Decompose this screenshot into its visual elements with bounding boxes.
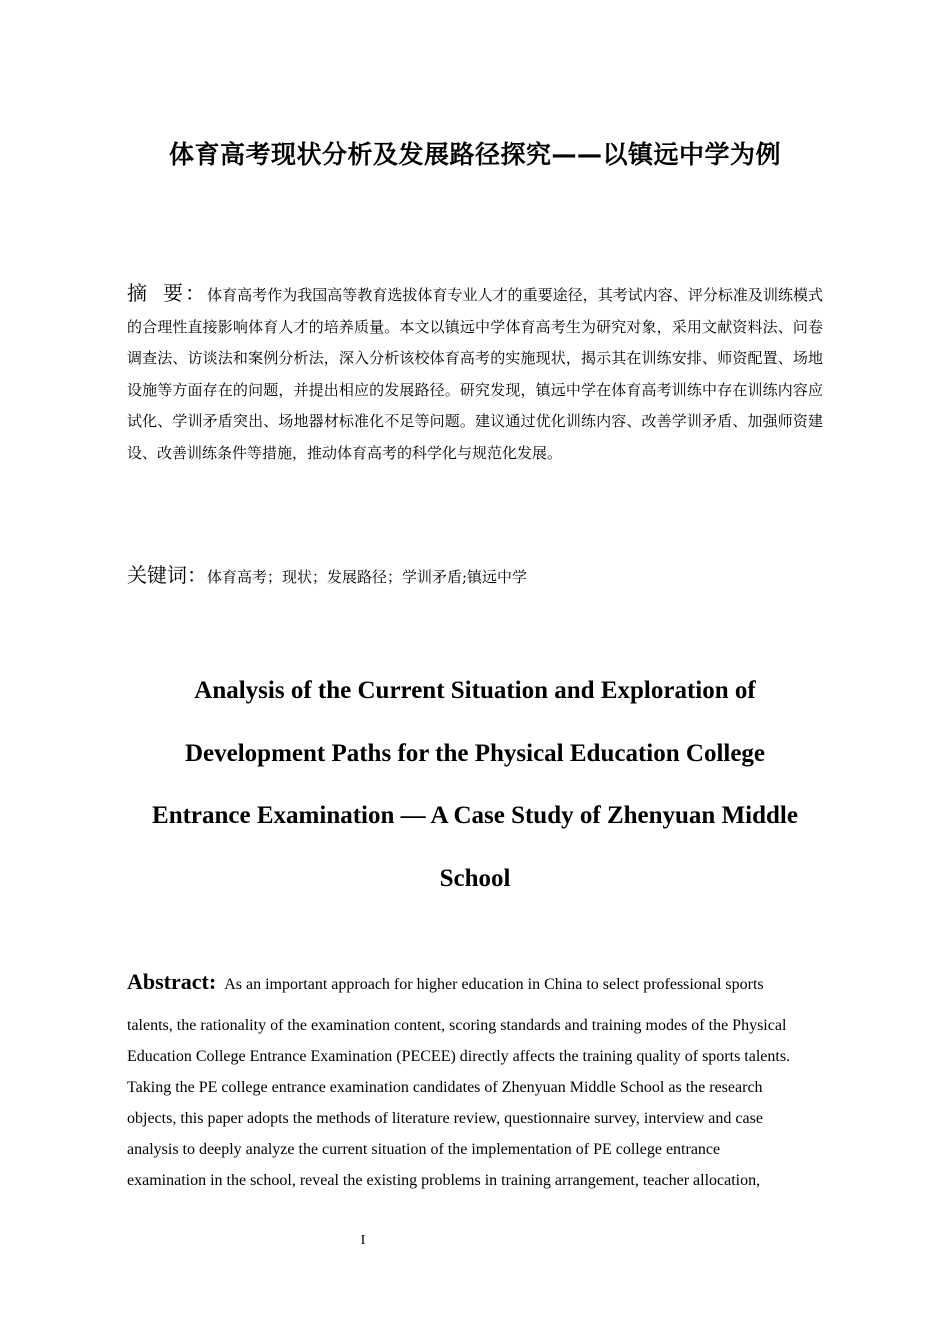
english-title-line: Analysis of the Current Situation and Exploration of <box>194 677 756 704</box>
english-title-line: School <box>439 864 511 892</box>
english-title-line: Development Paths for the Physical Education College <box>184 739 766 767</box>
chinese-keywords <box>127 560 823 592</box>
chinese-abstract-label <box>127 281 207 305</box>
english-abstract <box>127 966 827 1196</box>
english-abstract-first-text: As an important approach for higher education in China to select professional sports <box>224 976 764 993</box>
page-number: I <box>360 1233 366 1248</box>
english-abstract-line: objects, this paper adopts the methods of literature review, questionnaire survey, interview and case <box>127 1110 763 1127</box>
english-abstract-label: Abstract: <box>127 969 217 994</box>
english-abstract-first-line <box>127 966 827 1000</box>
english-abstract-line: talents, the rationality of the examination content, scoring standards and training modes of the Physical <box>127 1017 787 1034</box>
chinese-title: 体育高考现状分析及发展路径探究——以镇远中学为例 <box>168 140 781 169</box>
english-abstract-line: analysis to deeply analyze the current situation of the implementation of PE college entrance <box>127 1141 721 1158</box>
chinese-keywords-text: 体育高考；现状；发展路径；学训矛盾;镇远中学 <box>207 568 528 586</box>
chinese-keywords-label: 关键词： <box>127 563 207 587</box>
chinese-abstract <box>127 278 823 469</box>
english-title <box>120 660 830 910</box>
abstract-label-char-2: 要： <box>163 281 208 305</box>
english-title-line: Entrance Examination — A Case Study of Zhenyuan Middle <box>152 802 798 829</box>
english-abstract-line: Taking the PE college entrance examination candidates of Zhenyuan Middle School as the research <box>127 1079 763 1096</box>
abstract-label-char-1: 摘 <box>127 281 150 305</box>
chinese-abstract-text: 体育高考作为我国高等教育选拔体育专业人才的重要途径，其考试内容、评分标准及训练模式的合理性直接影响体育人才的培养质量。本文以镇远中学体育高考生为研究对象，采用文献资料法、问卷调查法、访谈法和案例分析法，深入分析该校体育高考的实施现状，揭示其在训练安排、师资配置、场地设施等方面存在的问题，并提出相应的发展路径。研究发现，镇远中学在体育高考训练中存在训练内容应试化、学训矛盾突出、场地器材标准化不足等问题。建议通过优化训练内容、改善学训矛盾、加强师资建设、改善训练条件等措施，推动体育高考的科学化与规范化发展。 <box>127 286 824 462</box>
english-abstract-line: Education College Entrance Examination (PECEE) directly affects the training quality of sports talents. <box>127 1048 791 1065</box>
english-abstract-line: examination in the school, reveal the existing problems in training arrangement, teacher allocation, <box>127 1172 761 1189</box>
